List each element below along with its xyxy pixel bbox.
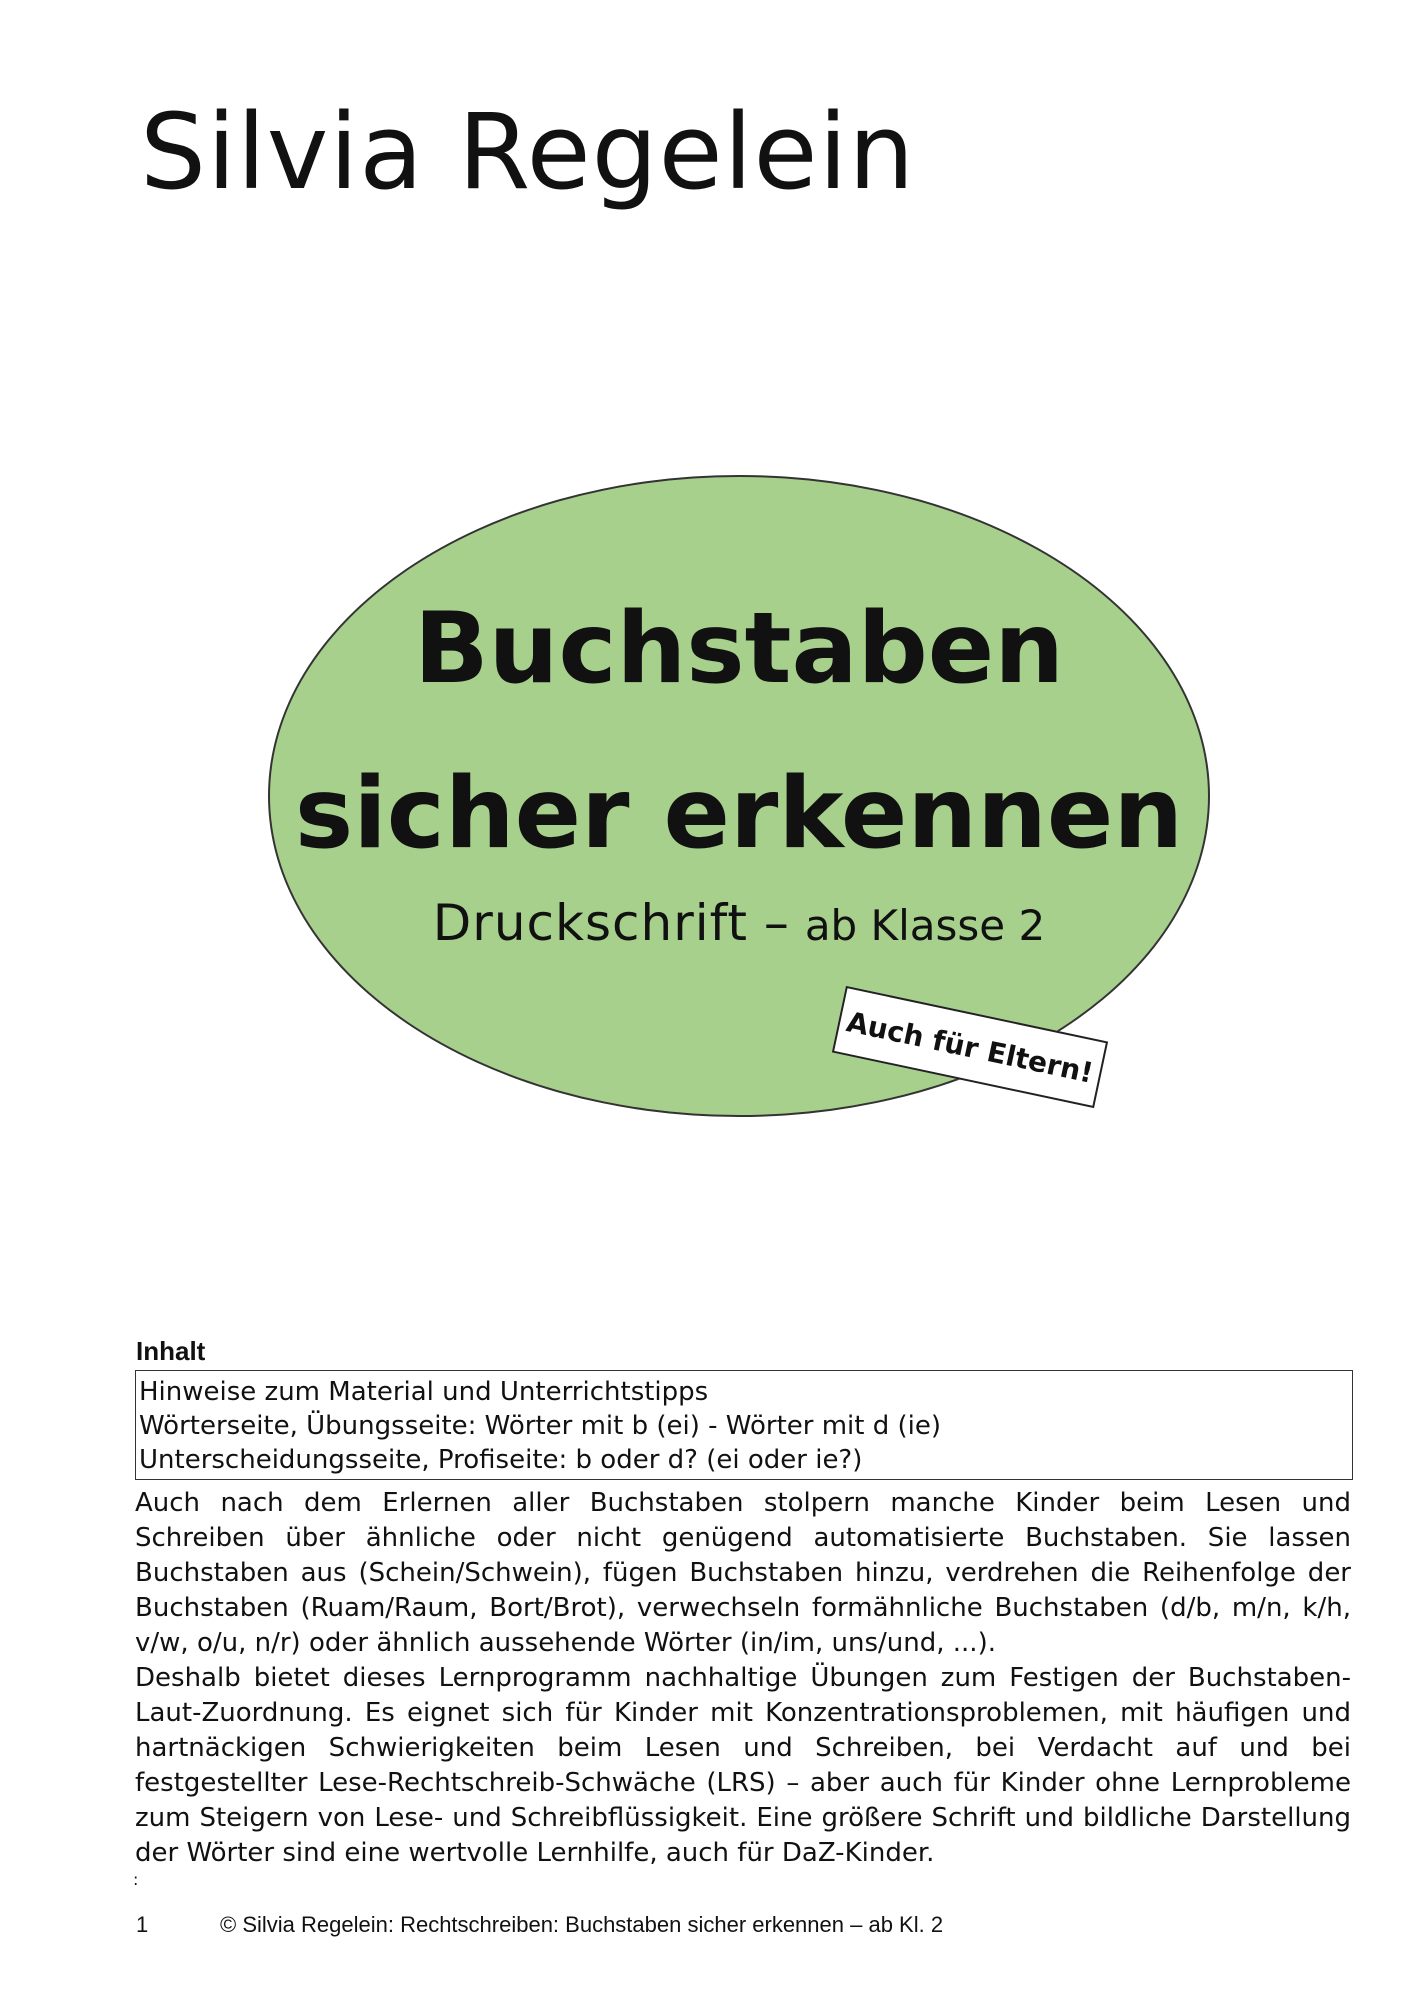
parents-badge: Auch für Eltern!: [832, 986, 1108, 1108]
contents-box: [135, 1370, 1353, 1480]
contents-item: Unterscheidungsseite, Profiseite: b oder d? (ei oder ie?): [139, 1445, 863, 1475]
description-paragraph-1: Auch nach dem Erlernen aller Buchstaben stolpern manche Kinder beim Lesen und Schreiben über ähnliche oder nicht genügend automatisierte Buchstaben. Sie lassen Buchstaben aus (Schein/Schwein), fügen Buchstaben hinzu, verdrehen die Reihenfolge der Buchstaben (Ruam/Raum, Bort/Brot), verwechseln formähnliche Buchstaben (d/b, m/n, k/h, v/w, o/u, n/r) oder ähnlich aussehende Wörter (in/im, uns/und, ...).: [135, 1488, 1351, 1658]
contents-item: Wörterseite, Übungsseite: Wörter mit b (ei) - Wörter mit d (ie): [139, 1411, 942, 1441]
subtitle: [268, 894, 1210, 952]
page-number: 1: [136, 1912, 149, 1937]
description: [135, 1486, 1351, 1871]
subtitle-grade: ab Klasse 2: [804, 901, 1046, 950]
description-paragraph-2: Deshalb bietet dieses Lernprogramm nachhaltige Übungen zum Festigen der Buchstaben-Laut-Zuordnung. Es eignet sich für Kinder mit Konzentrationsproblemen, mit häufigen und hartnäckigen Schwierigkeiten beim Lesen und Schreiben, bei Verdacht auf und bei festgestellter Lese-Rechtschreib-Schwäche (LRS) – aber auch für Kinder ohne Lernprobleme zum Steigern von Lese- und Schreibflüssigkeit. Eine größere Schrift und bildliche Darstellung der Wörter sind eine wertvolle Lernhilfe, auch für DaZ-Kinder.: [135, 1663, 1351, 1868]
stray-marker: :: [133, 1870, 139, 1889]
title-line-1: Buchstaben: [413, 592, 1064, 706]
footer-copyright: © Silvia Regelein: Rechtschreiben: Buchstaben sicher erkennen – ab Kl. 2: [220, 1912, 944, 1937]
subtitle-separator: –: [763, 894, 789, 952]
subtitle-script: Druckschrift: [432, 894, 748, 952]
title-line-2: sicher erkennen: [294, 757, 1184, 871]
contents-heading: Inhalt: [136, 1336, 206, 1366]
contents-item: Hinweise zum Material und Unterrichtstipps: [139, 1377, 709, 1407]
author-name: Silvia Regelein: [140, 91, 916, 213]
